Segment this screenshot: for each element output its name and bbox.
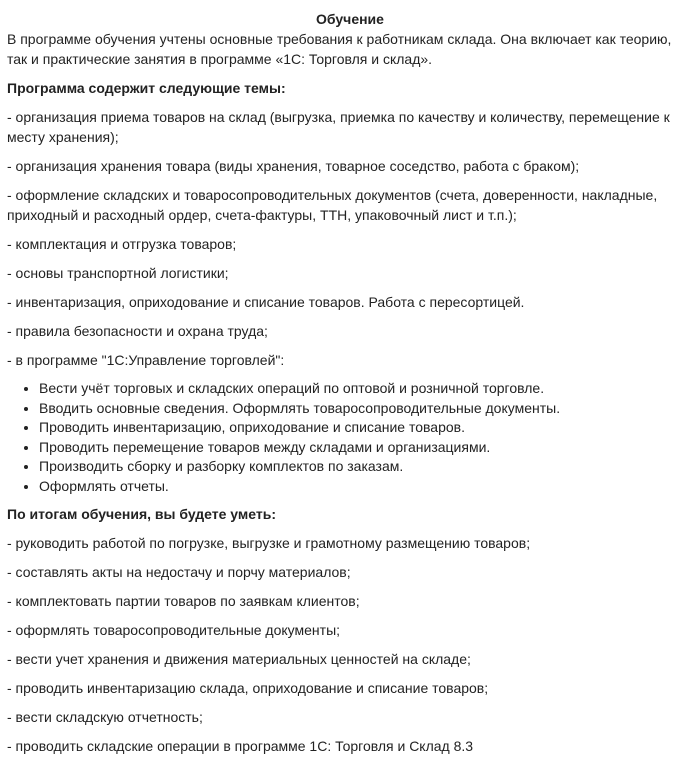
list-item: • Вводить основные сведения. Оформлять товаросопроводительные документы. (39, 399, 693, 419)
list-item: • Оформлять отчеты. (39, 477, 693, 497)
page-title: Обучение (316, 11, 384, 27)
topic-item: - основы транспортной логистики; (7, 265, 229, 281)
list-item: • Производить сборку и разборку комплектов по заказам. (39, 457, 693, 477)
intro-paragraph: В программе обучения учтены основные требования к работникам склада. Она включает как теорию, так и практические занятия в программе «1С: Торговля и склад». (7, 31, 672, 67)
outcome-item: - проводить складские операции в программе 1С: Торговля и Склад 8.3 (7, 738, 474, 754)
outcome-item: - оформлять товаросопроводительные документы; (7, 622, 341, 638)
software-skills-list (7, 379, 693, 496)
topic-item: - комплектация и отгрузка товаров; (7, 236, 237, 252)
outcome-item: - руководить работой по погрузке, выгрузке и грамотному размещению товаров; (7, 535, 531, 551)
outcome-item: - проводить инвентаризацию склада, оприходование и списание товаров; (7, 680, 489, 696)
outcome-item: - комплектовать партии товаров по заявкам клиентов; (7, 593, 360, 609)
list-item: • Проводить инвентаризацию, оприходование и списание товаров. (39, 418, 693, 438)
list-item: • Вести учёт торговых и складских операций по оптовой и розничной торговле. (39, 379, 693, 399)
topic-item: - организация приема товаров на склад (выгрузка, приемка по качеству и количеству, перемещение к месту хранения); (7, 109, 670, 145)
topic-item: - в программе "1С:Управление торговлей": (7, 352, 285, 368)
outcomes-heading: По итогам обучения, вы будете уметь: (7, 506, 276, 522)
topic-item: - оформление складских и товаросопроводительных документов (счета, доверенности, накладные, приходный и расходный ордер, счета-фактуры, ТТН, упаковочный лист и т.п.); (7, 187, 658, 223)
topic-item: - организация хранения товара (виды хранения, товарное соседство, работа с браком); (7, 158, 580, 174)
list-item: • Проводить перемещение товаров между складами и организациями. (39, 438, 693, 458)
outcome-item: - вести учет хранения и движения материальных ценностей на складе; (7, 651, 471, 667)
topics-heading: Программа содержит следующие темы: (7, 80, 286, 96)
outcome-item: - вести складскую отчетность; (7, 709, 203, 725)
topic-item: - правила безопасности и охрана труда; (7, 323, 268, 339)
outcome-item: - составлять акты на недостачу и порчу материалов; (7, 564, 351, 580)
topic-item: - инвентаризация, оприходование и списание товаров. Работа с пересортицей. (7, 294, 525, 310)
